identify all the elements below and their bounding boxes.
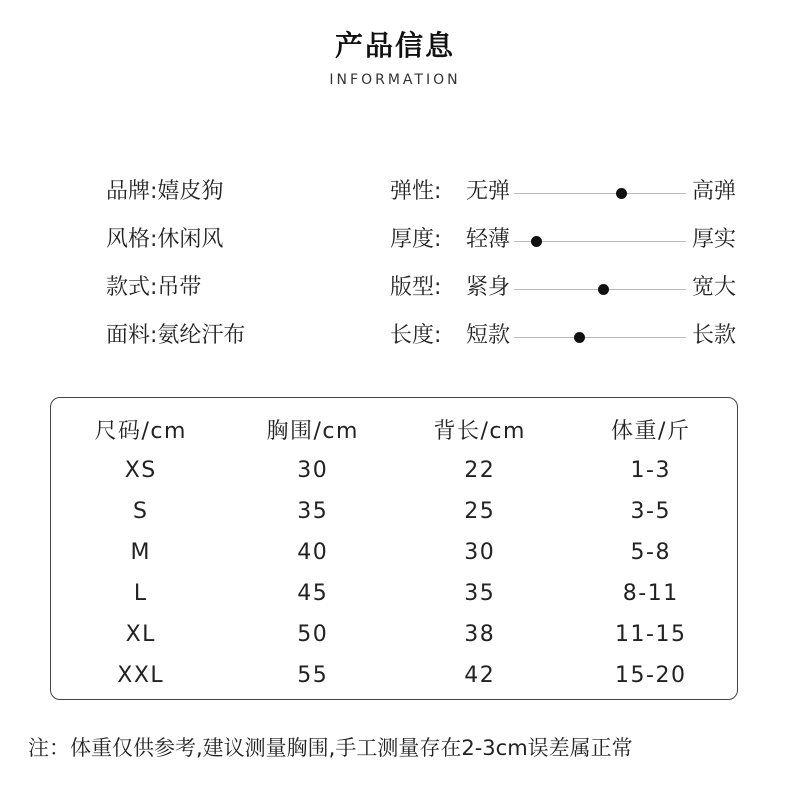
- info-row-fabric: [106, 320, 245, 368]
- size-table-header: [51, 408, 737, 450]
- header-cell: 胸围/cm: [266, 418, 359, 444]
- scale-track: [514, 289, 686, 290]
- scale-marker: [574, 332, 585, 343]
- size-chart-box: [50, 397, 738, 700]
- chest-cell: 50: [297, 622, 329, 647]
- length-scale: [390, 320, 750, 368]
- size-cell: XXL: [117, 663, 165, 688]
- thickness-scale: [390, 224, 750, 272]
- weight-cell: 15-20: [615, 663, 687, 688]
- scale-label: 版型:: [390, 275, 442, 300]
- basic-info-list: [106, 176, 245, 368]
- table-row: [51, 491, 737, 532]
- scale-track: [514, 193, 686, 194]
- info-value: 休闲风: [157, 227, 224, 252]
- info-label: 面料:: [106, 323, 158, 348]
- scale-low-label: 紧身: [466, 275, 511, 300]
- scale-track: [514, 241, 686, 242]
- info-label: 风格:: [106, 227, 158, 252]
- chest-cell: 40: [297, 540, 329, 565]
- size-table: [51, 408, 737, 696]
- back-length-cell: 42: [464, 663, 496, 688]
- scale-label: 长度:: [390, 323, 442, 348]
- weight-cell: 1-3: [630, 458, 671, 483]
- scale-low-label: 短款: [466, 323, 511, 348]
- header-cell: 背长/cm: [433, 418, 526, 444]
- table-row: [51, 614, 737, 655]
- scale-low-label: 无弹: [466, 179, 511, 204]
- info-value: 吊带: [157, 275, 202, 300]
- scale-label: 厚度:: [390, 227, 442, 252]
- scale-high-label: 长款: [692, 323, 737, 348]
- size-cell: M: [130, 540, 151, 565]
- scale-label: 弹性:: [390, 179, 442, 204]
- chest-cell: 35: [297, 499, 329, 524]
- back-length-cell: 22: [464, 458, 496, 483]
- scale-high-label: 厚实: [692, 227, 737, 252]
- back-length-cell: 30: [464, 540, 496, 565]
- measurement-note: 注：体重仅供参考,建议测量胸围,手工测量存在2-3cm误差属正常: [28, 736, 633, 760]
- info-row-brand: [106, 176, 245, 224]
- back-length-cell: 38: [464, 622, 496, 647]
- info-value: 氨纶汗布: [157, 323, 246, 348]
- scale-high-label: 高弹: [692, 179, 737, 204]
- weight-cell: 11-15: [615, 622, 687, 647]
- table-row: [51, 532, 737, 573]
- scale-marker: [616, 188, 627, 199]
- fit-scale: [390, 272, 750, 320]
- scale-marker: [531, 236, 542, 247]
- weight-cell: 8-11: [622, 581, 679, 606]
- info-label: 款式:: [106, 275, 158, 300]
- page-title: 产品信息: [334, 29, 455, 62]
- weight-cell: 5-8: [630, 540, 671, 565]
- size-cell: L: [133, 581, 148, 606]
- elasticity-scale: [390, 176, 750, 224]
- size-cell: XL: [125, 622, 156, 647]
- attribute-scales: [390, 176, 750, 368]
- page-subtitle: INFORMATION: [329, 72, 461, 88]
- scale-marker: [598, 284, 609, 295]
- table-row: [51, 573, 737, 614]
- scale-high-label: 宽大: [692, 275, 737, 300]
- scale-low-label: 轻薄: [466, 227, 511, 252]
- table-row: [51, 450, 737, 491]
- header-cell: 体重/斤: [611, 418, 691, 444]
- header-cell: 尺码/cm: [94, 418, 187, 444]
- table-row: [51, 655, 737, 696]
- chest-cell: 45: [297, 581, 329, 606]
- info-value: 嬉皮狗: [157, 179, 224, 204]
- chest-cell: 55: [297, 663, 329, 688]
- weight-cell: 3-5: [630, 499, 671, 524]
- info-row-style: [106, 224, 245, 272]
- info-row-type: [106, 272, 245, 320]
- back-length-cell: 35: [464, 581, 496, 606]
- chest-cell: 30: [297, 458, 329, 483]
- info-label: 品牌:: [106, 179, 158, 204]
- size-cell: XS: [124, 458, 157, 483]
- scale-track: [514, 337, 686, 338]
- size-cell: S: [133, 499, 149, 524]
- back-length-cell: 25: [464, 499, 496, 524]
